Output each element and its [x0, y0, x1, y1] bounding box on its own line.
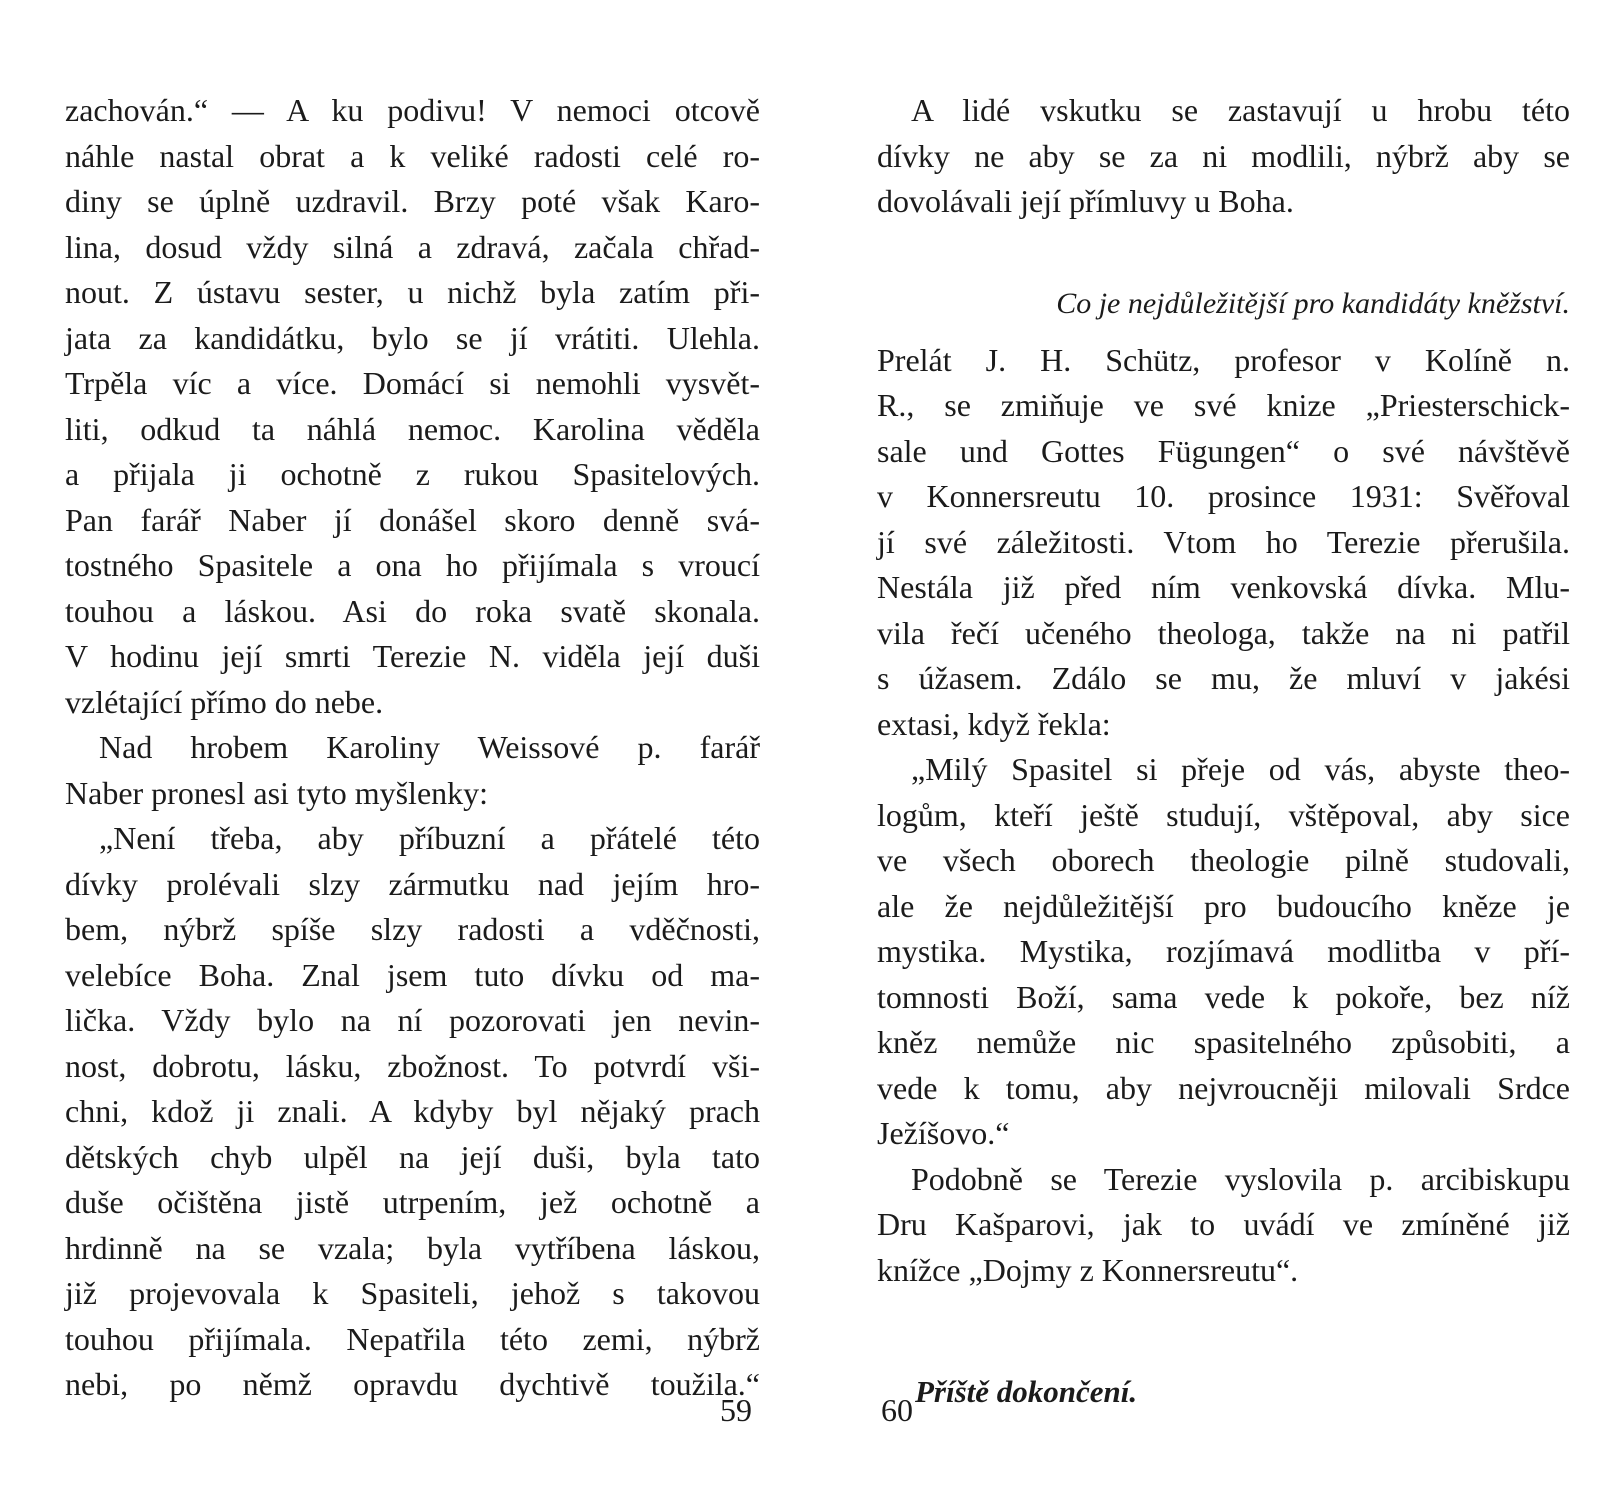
- text-line: Ježíšovo.“: [877, 1115, 1010, 1151]
- text-line: s úžasem. Zdálo se mu, že mluví v jakési: [877, 660, 1570, 696]
- text-line: v Konnersreutu 10. prosince 1931: Svěřoval: [877, 478, 1570, 514]
- right-page: [809, 0, 1618, 1500]
- page-number: 59: [720, 1392, 752, 1428]
- text-line: Trpěla víc a více. Domácí si nemohli vysvět-: [65, 365, 760, 401]
- text-line: lička. Vždy bylo na ní pozorovati jen nevin-: [65, 1002, 760, 1038]
- closing-note: Příště dokončení.: [915, 1374, 1138, 1409]
- text-line: ale že nejdůležitější pro budoucího kněze je: [877, 887, 1570, 924]
- right-page-text: [877, 88, 1570, 1415]
- text-line: Nestála již před ním venkovská dívka. Mlu-: [877, 569, 1570, 605]
- text-line: dětských chyb ulpěl na její duši, byla tato: [65, 1138, 760, 1175]
- text-line: vila řečí učeného theologa, takže na ni patřil: [877, 614, 1570, 651]
- text-line: Pan farář Naber jí donášel skoro denně svá-: [65, 501, 760, 538]
- text-line: a přijala ji ochotně z rukou Spasitelových.: [65, 456, 760, 492]
- text-line: jí své záležitosti. Vtom ho Terezie přerušila.: [877, 523, 1570, 560]
- text-line: V hodinu její smrti Terezie N. viděla její duši: [65, 638, 760, 674]
- text-line: bem, nýbrž spíše slzy radosti a vděčnosti,: [65, 911, 760, 947]
- text-line: touhou přijímala. Nepatřila této zemi, nýbrž: [65, 1320, 760, 1357]
- text-line: Prelát J. H. Schütz, profesor v Kolíně n.: [877, 341, 1570, 378]
- text-line: logům, kteří ještě studují, vštěpoval, aby sice: [877, 796, 1570, 833]
- text-line: lina, dosud vždy silná a zdravá, začala chřad-: [65, 228, 760, 265]
- text-line: Nad hrobem Karoliny Weissové p. farář: [99, 729, 760, 765]
- text-line: nost, dobrotu, lásku, zbožnost. To potvrdí vši-: [65, 1047, 760, 1084]
- text-line: ve všech oborech theologie pilně studovali,: [877, 842, 1570, 878]
- spacer: [877, 1293, 1570, 1369]
- text-line: vzlétající přímo do nebe.: [65, 683, 384, 720]
- text-line: již projevovala k Spasiteli, jehož s takovou: [65, 1275, 760, 1311]
- section-heading: Co je nejdůležitější pro kandidáty kněžství.: [1056, 286, 1570, 320]
- spacer: [877, 225, 1570, 278]
- text-line: Dru Kašparovi, jak to uvádí ve zmíněné již: [877, 1206, 1570, 1242]
- text-line: Naber pronesl asi tyto myšlenky:: [65, 774, 489, 811]
- text-line: A lidé vskutku se zastavují u hrobu této: [911, 92, 1570, 128]
- text-line: nout. Z ústavu sester, u nichž byla zatím při-: [65, 274, 760, 310]
- text-line: tomnosti Boží, sama vede k pokoře, bez níž: [877, 978, 1570, 1015]
- text-line: „Milý Spasitel si přeje od vás, abyste theo-: [911, 751, 1570, 787]
- page-number: 60: [881, 1392, 913, 1428]
- text-line: knížce „Dojmy z Konnersreutu“.: [877, 1251, 1299, 1288]
- text-line: jata za kandidátku, bylo se jí vrátiti. Ulehla.: [65, 319, 760, 356]
- spacer: [877, 330, 1570, 338]
- text-line: mystika. Mystika, rozjímavá modlitba v pří-: [877, 933, 1570, 969]
- text-line: velebíce Boha. Znal jsem tuto dívku od ma-: [65, 956, 760, 993]
- text-line: R., se zmiňuje ve své knize „Priesterschick-: [877, 387, 1570, 423]
- text-line: extasi, když řekla:: [877, 705, 1111, 742]
- text-line: nebi, po němž opravdu dychtivě toužila.“: [65, 1366, 760, 1402]
- text-line: tostného Spasitele a ona ho přijímala s vroucí: [65, 547, 760, 583]
- text-line: „Není třeba, aby příbuzní a přátelé této: [99, 820, 760, 856]
- text-line: náhle nastal obrat a k veliké radosti celé ro-: [65, 137, 760, 174]
- text-line: Podobně se Terezie vyslovila p. arcibiskupu: [911, 1160, 1570, 1197]
- text-line: kněz nemůže nic spasitelného způsobiti, a: [877, 1024, 1570, 1060]
- text-line: liti, odkud ta náhlá nemoc. Karolina věděla: [65, 410, 760, 447]
- text-line: duše očištěna jistě utrpením, jež ochotně a: [65, 1184, 760, 1220]
- text-line: sale und Gottes Fügungen“ o své návštěvě: [877, 432, 1570, 469]
- text-line: dívky ne aby se za ni modlili, nýbrž aby se: [877, 137, 1570, 174]
- text-line: chni, kdož ji znali. A kdyby byl nějaký prach: [65, 1093, 760, 1129]
- text-line: diny se úplně uzdravil. Brzy poté však Karo-: [65, 183, 760, 219]
- left-page-text: [65, 88, 760, 1408]
- text-line: vede k tomu, aby nejvroucněji milovali Srdce: [877, 1069, 1570, 1106]
- text-line: hrdinně na se vzala; byla vytříbena láskou,: [65, 1229, 760, 1266]
- text-line: dívky prolévali slzy zármutku nad jejím hro-: [65, 865, 760, 902]
- text-line: dovolávali její přímluvy u Boha.: [877, 183, 1294, 219]
- text-line: touhou a láskou. Asi do roka svatě skonala.: [65, 592, 760, 629]
- text-line: zachován.“ — A ku podivu! V nemoci otcově: [65, 92, 760, 128]
